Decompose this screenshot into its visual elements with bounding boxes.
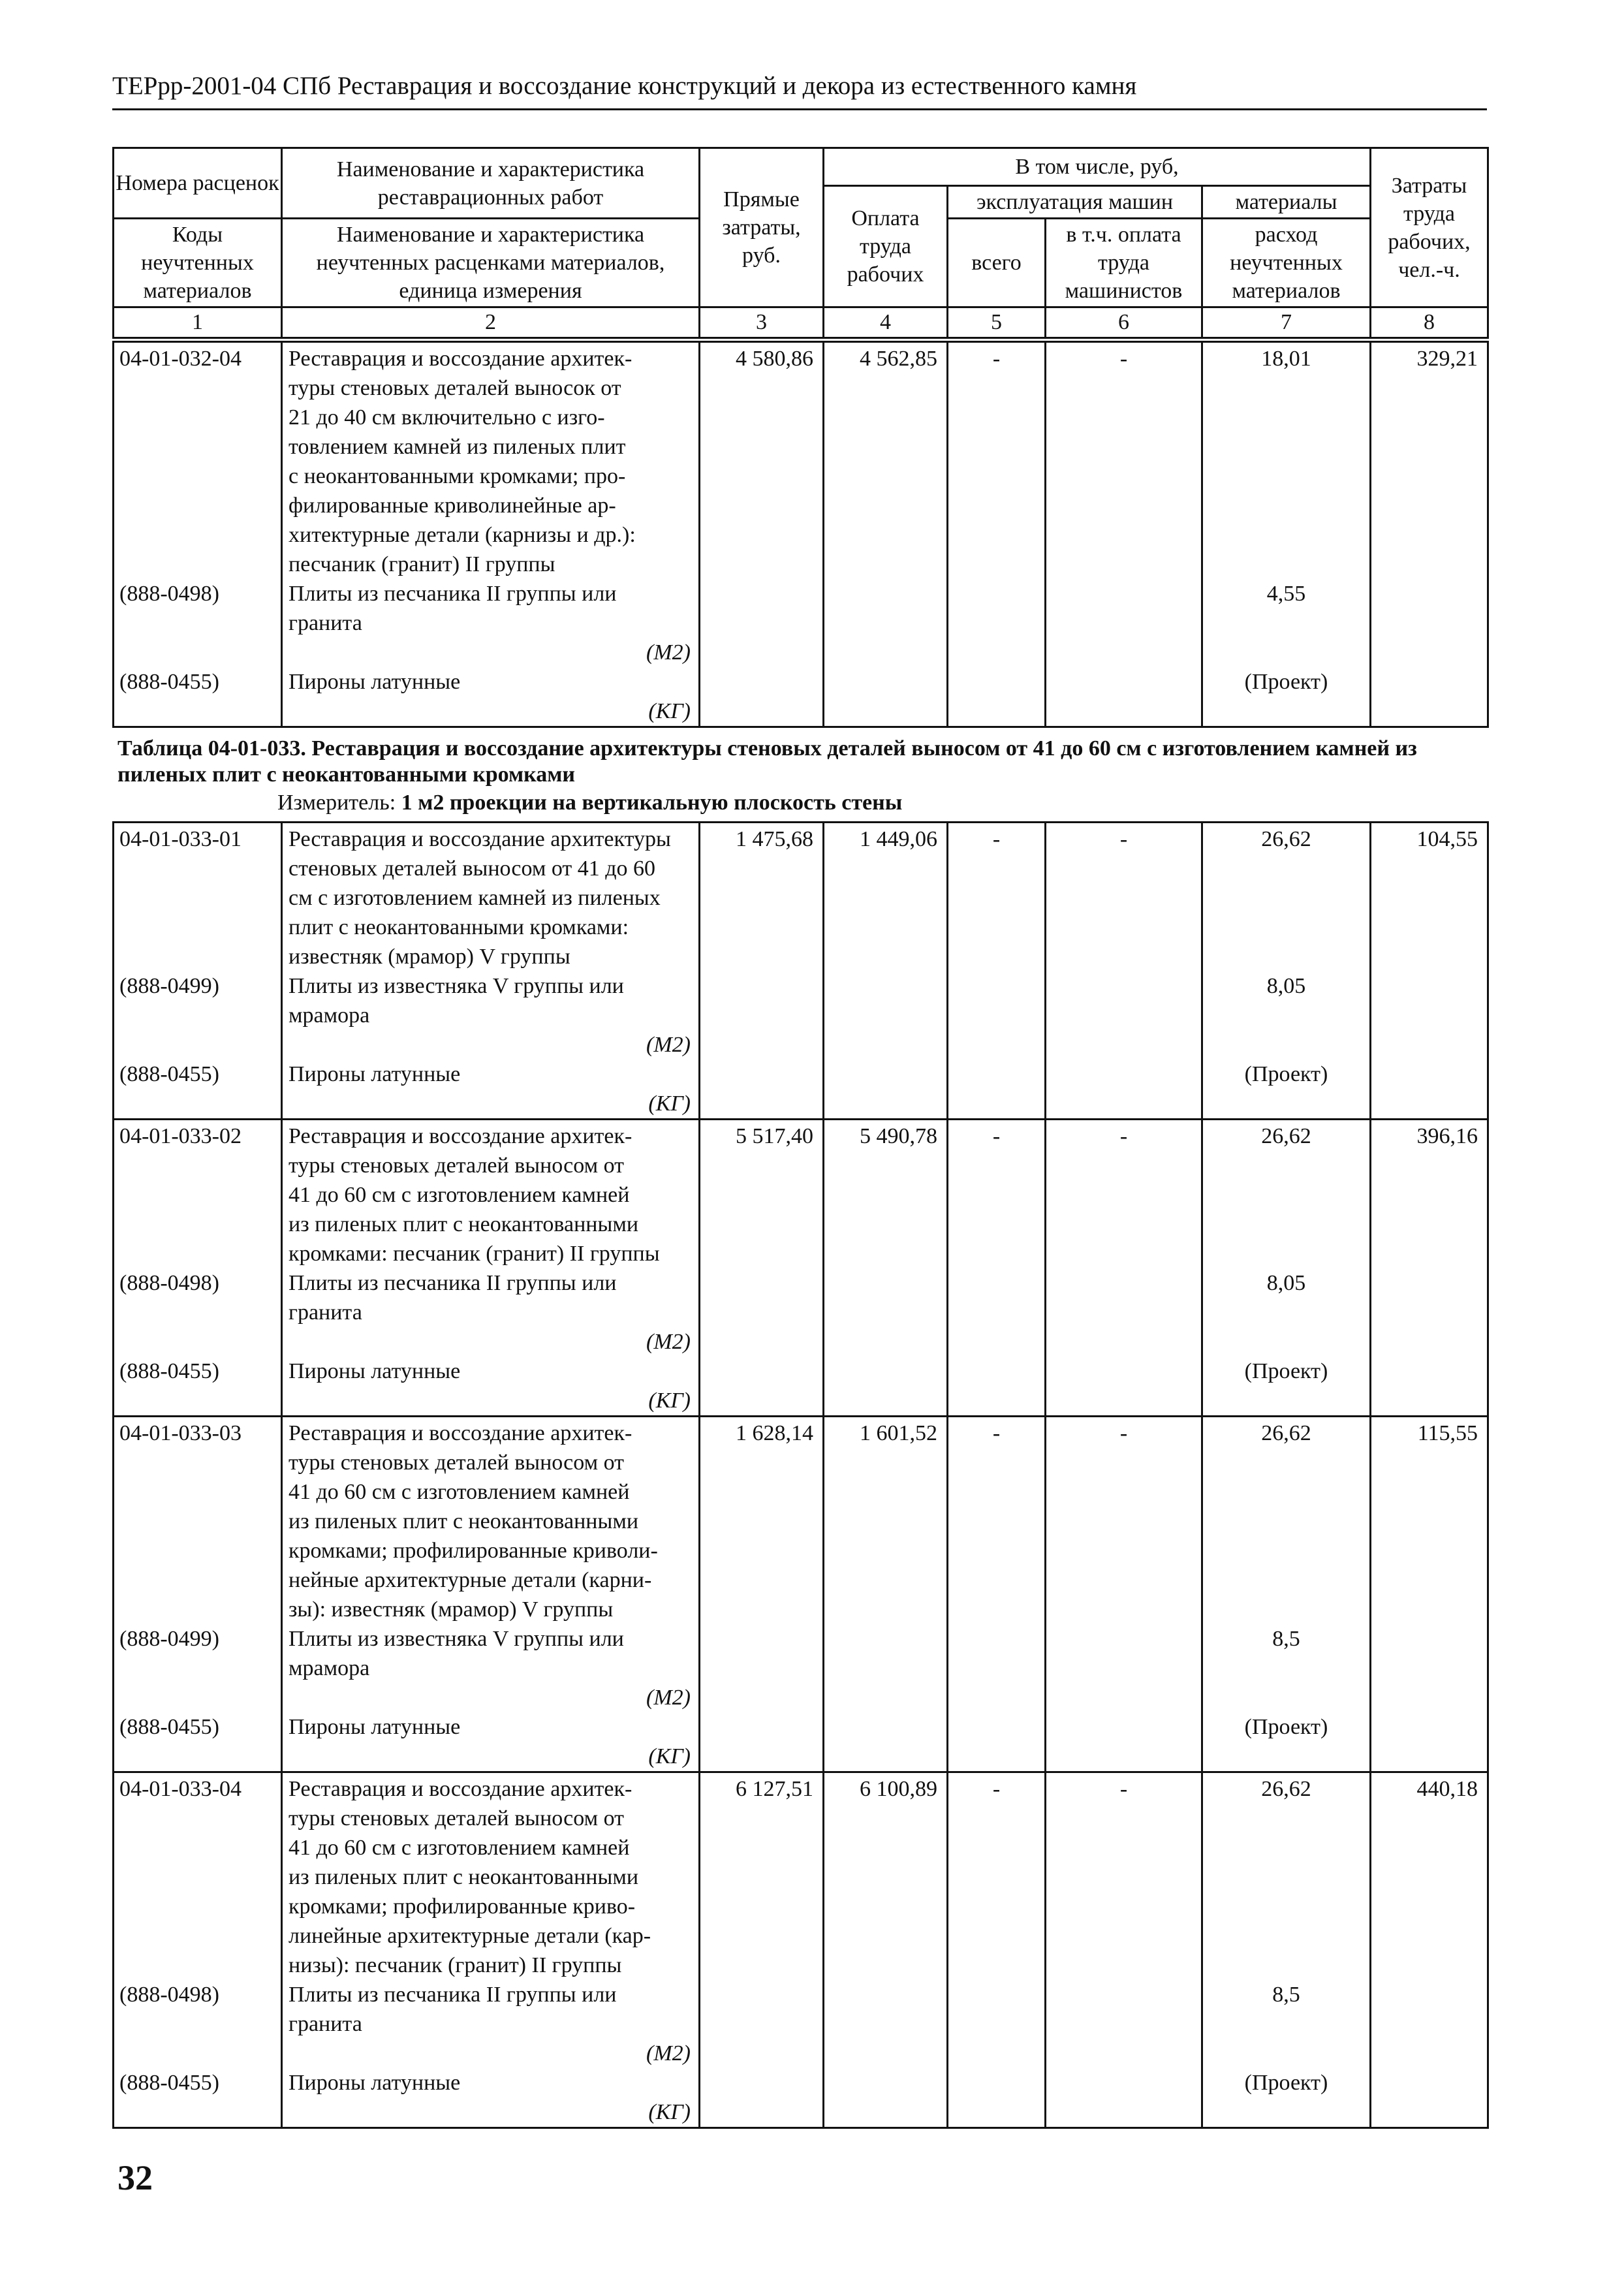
labor-pay-cell xyxy=(824,1120,948,1417)
header-c2-top: Наименование и характеристика реставрационных работ xyxy=(282,148,700,219)
material-amount: (Проект) xyxy=(1244,1715,1328,1739)
work-description-line: туры стеновых деталей выносом от xyxy=(289,1451,625,1475)
header-rule xyxy=(112,108,1487,110)
material-name-line: гранита xyxy=(289,1300,362,1325)
material-unit: (М2) xyxy=(646,640,691,665)
work-description-line: товлением камней из пиленых плит xyxy=(289,435,626,459)
material-name-line: Пироны латунные xyxy=(289,1062,461,1086)
machinists-pay-cell xyxy=(1046,1772,1202,2128)
rate-code-cell xyxy=(114,1772,282,2128)
rate-code-cell xyxy=(114,342,282,727)
machinists-pay: - xyxy=(1119,1777,1128,1801)
header-c8: Затраты труда рабочих, чел.-ч. xyxy=(1371,148,1488,307)
work-description-line: плит с неокантованными кромками: xyxy=(289,915,629,939)
material-name-line: Пироны латунные xyxy=(289,1359,461,1383)
column-number: 3 xyxy=(700,307,824,338)
work-description-line: кромками; профилированные криво- xyxy=(289,1894,636,1919)
material-unit: (КГ) xyxy=(648,2100,691,2124)
material-name-line: мрамора xyxy=(289,1656,370,1680)
header-c1-bottom: Коды неучтенных материалов xyxy=(114,219,282,307)
machines-total: - xyxy=(992,1124,1001,1148)
material-amount: 8,5 xyxy=(1272,1627,1300,1651)
rates-table-033 xyxy=(112,821,1489,2129)
machines-total: - xyxy=(992,1421,1001,1445)
labor-hours-cell xyxy=(1371,1772,1488,2128)
column-number: 4 xyxy=(824,307,948,338)
work-description-line: хитектурные детали (карнизы и др.): xyxy=(289,523,636,547)
materials-cost: 26,62 xyxy=(1261,1421,1311,1445)
labor-pay: 4 562,85 xyxy=(860,347,937,371)
labor-hours-cell xyxy=(1371,1120,1488,1417)
materials-cost: 26,62 xyxy=(1261,827,1311,851)
work-description-line: стеновых деталей выносом от 41 до 60 xyxy=(289,856,656,881)
page-number: 32 xyxy=(117,2158,153,2197)
material-amount: (Проект) xyxy=(1244,1062,1328,1086)
material-code: (888-0498) xyxy=(119,1271,219,1295)
material-name-line: Плиты из песчаника II группы или xyxy=(289,1271,617,1295)
machinists-pay: - xyxy=(1119,1124,1128,1148)
work-description-line: с неокантованными кромками; про- xyxy=(289,464,626,488)
work-description-line: зы): известняк (мрамор) V группы xyxy=(289,1597,614,1622)
rates-table-previous xyxy=(112,341,1489,728)
measure-value: 1 м2 проекции на вертикальную плоскость стены xyxy=(401,791,903,815)
machines-total-cell xyxy=(948,823,1046,1120)
machinists-pay: - xyxy=(1119,827,1128,851)
material-amount: (Проект) xyxy=(1244,1359,1328,1383)
work-description-line: нейные архитектурные детали (карни- xyxy=(289,1568,652,1592)
labor-pay-cell xyxy=(824,1417,948,1772)
work-description-line: из пиленых плит с неокантованными xyxy=(289,1509,639,1533)
machinists-pay-cell xyxy=(1046,1417,1202,1772)
materials-cost: 26,62 xyxy=(1261,1777,1311,1801)
materials-cell xyxy=(1202,1417,1371,1772)
material-code: (888-0455) xyxy=(119,670,219,694)
work-description-line: Реставрация и воссоздание архитек- xyxy=(289,347,632,371)
rate-code-cell xyxy=(114,1120,282,1417)
labor-pay-cell xyxy=(824,1772,948,2128)
work-description-cell xyxy=(282,342,700,727)
direct-cost: 6 127,51 xyxy=(736,1777,813,1801)
table-caption: Таблица 04-01-033. Реставрация и воссоздание архитектуры стеновых деталей выносом от 41 до 60 см с изготовлением камней из пиленых плит с неокантованными кромками xyxy=(117,736,1417,787)
labor-hours: 329,21 xyxy=(1416,347,1478,371)
materials-cost: 26,62 xyxy=(1261,1124,1311,1148)
work-description-line: 41 до 60 см с изготовлением камней xyxy=(289,1183,630,1207)
material-name-line: Плиты из известняка V группы или xyxy=(289,974,624,998)
labor-hours-cell xyxy=(1371,1417,1488,1772)
material-amount: 8,05 xyxy=(1266,974,1306,998)
material-unit: (М2) xyxy=(646,2041,691,2065)
materials-cost: 18,01 xyxy=(1261,347,1311,371)
material-name-line: Пироны латунные xyxy=(289,670,461,694)
measure-label: Измеритель: xyxy=(277,791,396,815)
header-c7: расход неучтенных материалов xyxy=(1202,219,1371,307)
direct-cost-cell xyxy=(700,823,824,1120)
material-code: (888-0455) xyxy=(119,1359,219,1383)
header-group: В том числе, руб, xyxy=(824,148,1371,186)
material-code: (888-0455) xyxy=(119,1062,219,1086)
work-description-line: Реставрация и воссоздание архитектуры xyxy=(289,827,671,851)
column-number: 1 xyxy=(114,307,282,338)
work-description-line: низы): песчаник (гранит) II группы xyxy=(289,1953,622,1977)
header-c5: всего xyxy=(948,219,1046,307)
material-amount: (Проект) xyxy=(1244,2071,1328,2095)
materials-cell xyxy=(1202,342,1371,727)
work-description-line: из пиленых плит с неокантованными xyxy=(289,1212,639,1236)
header-materials-group: материалы xyxy=(1202,186,1371,219)
machines-total-cell xyxy=(948,1120,1046,1417)
column-number: 5 xyxy=(948,307,1046,338)
rate-code: 04-01-032-04 xyxy=(119,347,242,371)
column-header-table xyxy=(112,147,1489,339)
material-name-line: гранита xyxy=(289,2012,362,2036)
direct-cost: 1 628,14 xyxy=(736,1421,813,1445)
table-row xyxy=(114,1772,1488,2128)
header-c2-bottom: Наименование и характеристика неучтенных расценками материалов, единица измерения xyxy=(282,219,700,307)
material-amount: 8,05 xyxy=(1266,1271,1306,1295)
labor-hours-cell xyxy=(1371,342,1488,727)
material-name-line: Плиты из песчаника II группы или xyxy=(289,582,617,606)
rate-code-cell xyxy=(114,823,282,1120)
material-amount: 8,5 xyxy=(1272,1983,1300,2007)
labor-hours: 396,16 xyxy=(1416,1124,1478,1148)
material-unit: (М2) xyxy=(646,1686,691,1710)
material-code: (888-0498) xyxy=(119,1983,219,2007)
direct-cost-cell xyxy=(700,342,824,727)
material-name-line: Плиты из песчаника II группы или xyxy=(289,1983,617,2007)
direct-cost: 5 517,40 xyxy=(736,1124,813,1148)
material-name-line: Пироны латунные xyxy=(289,1715,461,1739)
material-code: (888-0499) xyxy=(119,974,219,998)
direct-cost-cell xyxy=(700,1120,824,1417)
rate-code: 04-01-033-02 xyxy=(119,1124,242,1148)
materials-cell xyxy=(1202,823,1371,1120)
measure-line xyxy=(277,790,902,816)
materials-cell xyxy=(1202,1120,1371,1417)
table-row xyxy=(114,1417,1488,1772)
machines-total: - xyxy=(992,347,1001,371)
work-description-line: 41 до 60 см с изготовлением камней xyxy=(289,1836,630,1860)
labor-pay: 1 449,06 xyxy=(860,827,937,851)
work-description-line: туры стеновых деталей выносом от xyxy=(289,1154,625,1178)
machinists-pay: - xyxy=(1119,1421,1128,1445)
work-description-line: линейные архитектурные детали (кар- xyxy=(289,1924,651,1948)
work-description-line: песчаник (гранит) II группы xyxy=(289,552,555,576)
rate-code: 04-01-033-04 xyxy=(119,1777,242,1801)
material-unit: (КГ) xyxy=(648,1091,691,1116)
material-code: (888-0498) xyxy=(119,582,219,606)
work-description-line: туры стеновых деталей выносом от xyxy=(289,1806,625,1830)
material-name-line: гранита xyxy=(289,611,362,635)
work-description-line: туры стеновых деталей выносок от xyxy=(289,376,621,400)
material-name-line: мрамора xyxy=(289,1003,370,1028)
column-number: 7 xyxy=(1202,307,1371,338)
direct-cost: 1 475,68 xyxy=(736,827,813,851)
direct-cost: 4 580,86 xyxy=(736,347,813,371)
work-description-cell xyxy=(282,1772,700,2128)
header-c6: в т.ч. оплата труда машинистов xyxy=(1046,219,1202,307)
direct-cost-cell xyxy=(700,1417,824,1772)
machines-total-cell xyxy=(948,1417,1046,1772)
table-row xyxy=(114,342,1488,727)
labor-hours: 115,55 xyxy=(1417,1421,1478,1445)
work-description-cell xyxy=(282,823,700,1120)
materials-cell xyxy=(1202,1772,1371,2128)
labor-hours: 440,18 xyxy=(1416,1777,1478,1801)
header-c4: Оплата труда рабочих xyxy=(824,186,948,307)
work-description-line: кромками: песчаник (гранит) II группы xyxy=(289,1242,660,1266)
material-unit: (М2) xyxy=(646,1033,691,1057)
work-description-cell xyxy=(282,1120,700,1417)
labor-pay: 6 100,89 xyxy=(860,1777,937,1801)
material-code: (888-0455) xyxy=(119,1715,219,1739)
labor-pay: 5 490,78 xyxy=(860,1124,937,1148)
labor-hours: 104,55 xyxy=(1416,827,1478,851)
work-description-cell xyxy=(282,1417,700,1772)
machines-total: - xyxy=(992,827,1001,851)
machinists-pay: - xyxy=(1119,347,1128,371)
work-description-line: 21 до 40 см включительно с изго- xyxy=(289,405,605,430)
material-amount: (Проект) xyxy=(1244,670,1328,694)
header-machines-group: эксплуатация машин xyxy=(948,186,1202,219)
header-c3: Прямые затраты, руб. xyxy=(700,148,824,307)
work-description-line: из пиленых плит с неокантованными xyxy=(289,1865,639,1889)
material-name-line: Пироны латунные xyxy=(289,2071,461,2095)
rate-code: 04-01-033-01 xyxy=(119,827,242,851)
material-unit: (КГ) xyxy=(648,1744,691,1768)
work-description-line: кромками; профилированные криволи- xyxy=(289,1539,658,1563)
document-header-title: ТЕРрр-2001-04 СПб Реставрация и воссоздание конструкций и декора из естественного камня xyxy=(112,72,1137,100)
table-row xyxy=(114,823,1488,1120)
column-number: 2 xyxy=(282,307,700,338)
machinists-pay-cell xyxy=(1046,1120,1202,1417)
column-number: 8 xyxy=(1371,307,1488,338)
work-description-line: Реставрация и воссоздание архитек- xyxy=(289,1421,632,1445)
machines-total: - xyxy=(992,1777,1001,1801)
material-unit: (М2) xyxy=(646,1330,691,1354)
rate-code-cell xyxy=(114,1417,282,1772)
machines-total-cell xyxy=(948,342,1046,727)
header-c1-top: Номера расценок xyxy=(114,148,282,219)
material-code: (888-0499) xyxy=(119,1627,219,1651)
material-amount: 4,55 xyxy=(1266,582,1306,606)
material-unit: (КГ) xyxy=(648,1389,691,1413)
table-row xyxy=(114,1120,1488,1417)
work-description-line: Реставрация и воссоздание архитек- xyxy=(289,1777,632,1801)
material-code: (888-0455) xyxy=(119,2071,219,2095)
labor-pay: 1 601,52 xyxy=(860,1421,937,1445)
direct-cost-cell xyxy=(700,1772,824,2128)
machinists-pay-cell xyxy=(1046,342,1202,727)
machines-total-cell xyxy=(948,1772,1046,2128)
work-description-line: известняк (мрамор) V группы xyxy=(289,945,570,969)
work-description-line: 41 до 60 см с изготовлением камней xyxy=(289,1480,630,1504)
work-description-line: см с изготовлением камней из пиленых xyxy=(289,886,661,910)
machinists-pay-cell xyxy=(1046,823,1202,1120)
labor-pay-cell xyxy=(824,823,948,1120)
material-name-line: Плиты из известняка V группы или xyxy=(289,1627,624,1651)
work-description-line: филированные криволинейные ар- xyxy=(289,494,616,518)
rate-code: 04-01-033-03 xyxy=(119,1421,242,1445)
material-unit: (КГ) xyxy=(648,699,691,723)
labor-pay-cell xyxy=(824,342,948,727)
work-description-line: Реставрация и воссоздание архитек- xyxy=(289,1124,632,1148)
column-number: 6 xyxy=(1046,307,1202,338)
labor-hours-cell xyxy=(1371,823,1488,1120)
